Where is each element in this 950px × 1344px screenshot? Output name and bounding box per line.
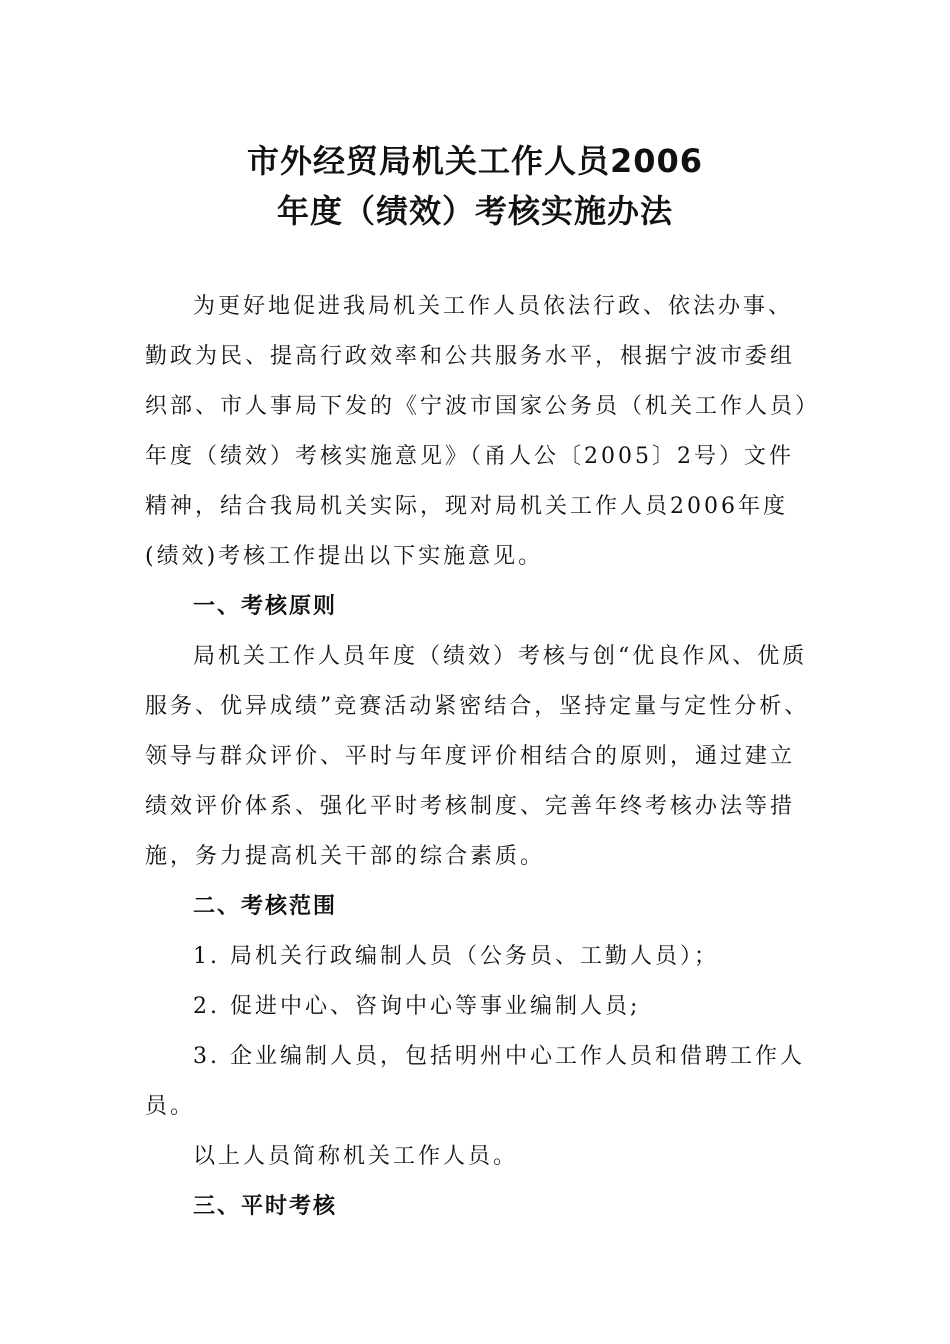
principles-paragraph: 局机关工作人员年度（绩效）考核与创“优良作风、优质服务、优异成绩”竞赛活动紧密结合，坚持定量与定性分析、领导与群众评价、平时与年度评价相结合的原则，通过建立绩效评价体系、强化平时考核制度、完善年终考核办法等措施，务力提高机关干部的综合素质。 bbox=[145, 644, 810, 869]
scope-item-2: 2. 促进中心、咨询中心等事业编制人员; bbox=[193, 994, 641, 1019]
document-title bbox=[0, 136, 950, 236]
section-heading-principles: 一、考核原则 bbox=[193, 594, 338, 619]
section-heading-routine-assessment: 三、平时考核 bbox=[193, 1194, 338, 1219]
scope-item-1: 1. 局机关行政编制人员（公务员、工勤人员）； bbox=[193, 944, 719, 969]
scope-item-3: 3. 企业编制人员，包括明州中心工作人员和借聘工作人员。 bbox=[145, 1044, 805, 1119]
scope-note: 以上人员简称机关工作人员。 bbox=[193, 1144, 519, 1169]
document-body bbox=[145, 282, 813, 1232]
title-line-1: 市外经贸局机关工作人员2006 bbox=[246, 142, 704, 180]
title-line-2: 年度（绩效）考核实施办法 bbox=[276, 192, 673, 230]
intro-paragraph: 为更好地促进我局机关工作人员依法行政、依法办事、勤政为民、提高行政效率和公共服务水平，根据宁波市委组织部、市人事局下发的《宁波市国家公务员（机关工作人员）年度（绩效）考核实施意见》（甬人公〔2005〕2号）文件精神，结合我局机关实际，现对局机关工作人员2006年度(绩效)考核工作提出以下实施意见。 bbox=[145, 294, 810, 569]
section-heading-scope: 二、考核范围 bbox=[193, 894, 338, 919]
